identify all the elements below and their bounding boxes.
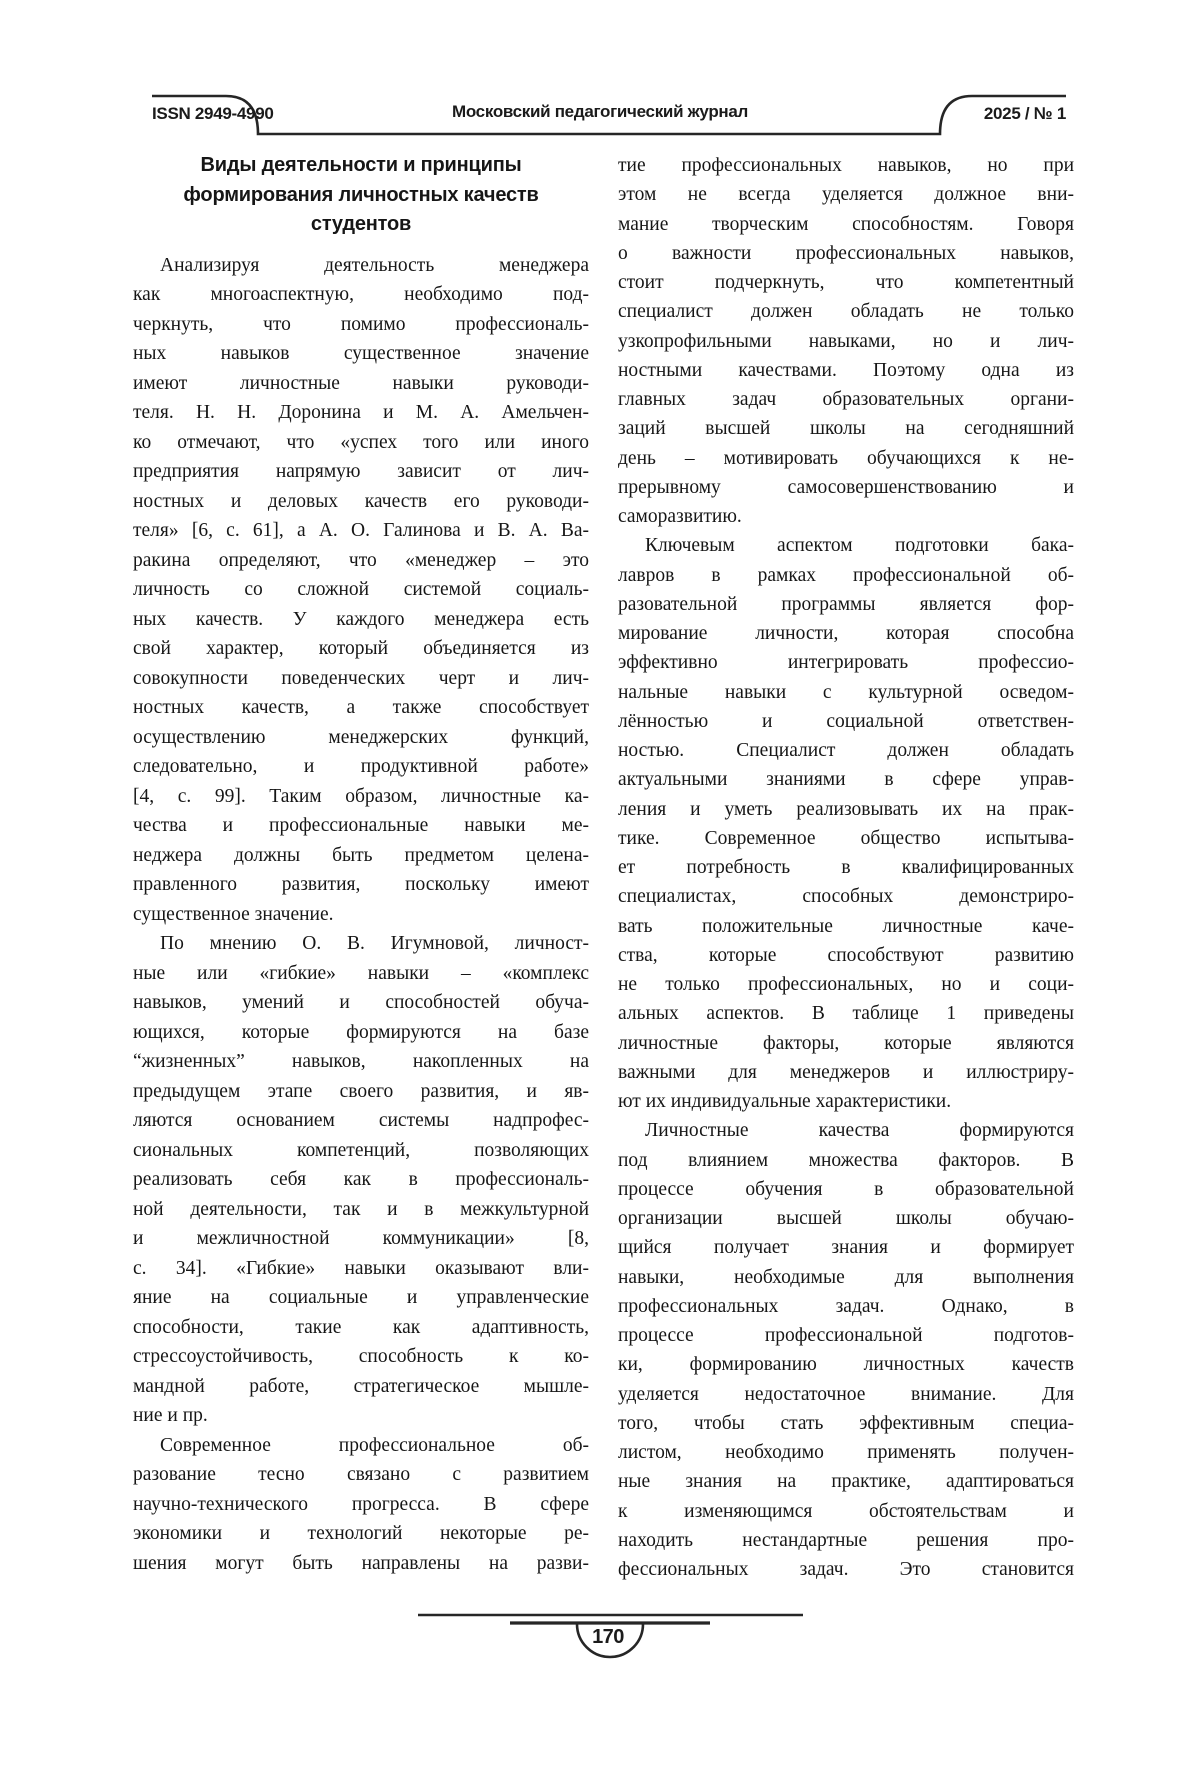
paragraph <box>133 929 589 1431</box>
text-line: не только профессиональных, но и соци- <box>618 974 1074 995</box>
header-issue: 2025 / № 1 <box>983 104 1066 123</box>
text-line: нальные навыки с культурной осведом- <box>618 681 1074 703</box>
text-line: Ключевым аспектом подготовки бака- <box>645 535 1074 557</box>
text-line: лённостью и социальной ответствен- <box>618 710 1074 732</box>
text-line: Современное профессиональное об- <box>160 1434 589 1456</box>
text-line: предыдущем этапе своего развития, и яв- <box>133 1080 589 1102</box>
text-line: тие профессиональных навыков, но при <box>618 155 1074 176</box>
text-line: и межличностной коммуникации» [8, <box>133 1228 589 1249</box>
text-line: По мнению О. В. Игумновой, личност- <box>160 933 589 954</box>
paragraph <box>618 151 1074 531</box>
text-line: ющихся, которые формируются на базе <box>133 1021 589 1043</box>
text-line: вать положительные личностные каче- <box>618 915 1074 937</box>
text-line: предприятия напрямую зависит от лич- <box>133 461 589 482</box>
text-line: правленного развития, поскольку имеют <box>133 874 589 895</box>
right-column <box>618 151 1074 1584</box>
text-line: личностные факторы, которые являются <box>618 1032 1074 1054</box>
text-line: реализовать себя как в профессиональ- <box>133 1169 589 1190</box>
text-line: ностью. Специалист должен обладать <box>618 740 1074 761</box>
text-line: имеют личностные навыки руководи- <box>133 372 589 394</box>
text-line: уделяется недостаточное внимание. Для <box>618 1383 1074 1405</box>
text-line: ракина определяют, что «менеджер – это <box>133 549 589 571</box>
text-line: главных задач образовательных органи- <box>618 389 1074 410</box>
text-line: мирование личности, которая способна <box>618 623 1074 644</box>
paragraph <box>133 1431 589 1579</box>
text-line: студентов <box>310 213 412 235</box>
text-line: ных качеств. У каждого менеджера есть <box>133 608 589 630</box>
text-line: ют их индивидуальные характеристики. <box>618 1091 952 1112</box>
text-line: теля. Н. Н. Доронина и М. А. Амельчен- <box>133 402 589 423</box>
text-line: день – мотивировать обучающихся к не- <box>618 447 1074 469</box>
text-line: Личностные качества формируются <box>645 1120 1074 1142</box>
text-line: того, чтобы стать эффективным специа- <box>618 1412 1074 1434</box>
text-line: узкопрофильными навыками, но и лич- <box>618 330 1074 352</box>
text-line: ко отмечают, что «успех того или иного <box>133 431 589 453</box>
paragraph <box>618 1116 1074 1584</box>
text-line: лавров в рамках профессиональной об- <box>618 564 1074 586</box>
text-line: фессиональных задач. Это становится <box>618 1559 1074 1580</box>
text-line: организации высшей школы обучаю- <box>618 1208 1074 1229</box>
text-line: чества и профессиональные навыки ме- <box>133 815 589 836</box>
paragraph <box>618 531 1074 1116</box>
text-line: мание творческим способностям. Говоря <box>618 213 1074 235</box>
text-line: профессиональных задач. Однако, в <box>618 1295 1074 1317</box>
text-line: о важности профессиональных навыков, <box>618 242 1074 264</box>
text-line: ностными качествами. Поэтому одна из <box>618 359 1074 381</box>
text-line: сиональных компетенций, позволяющих <box>133 1139 589 1161</box>
article-heading <box>133 151 589 240</box>
text-line: яние на социальные и управленческие <box>133 1287 589 1308</box>
text-line: научно-технического прогресса. В сфере <box>133 1493 589 1515</box>
text-line: находить нестандартные решения про- <box>618 1529 1074 1551</box>
text-line: этом не всегда уделяется должное вни- <box>618 184 1074 206</box>
text-line: процессе обучения в образовательной <box>618 1178 1074 1200</box>
text-line: следовательно, и продуктивной работе» <box>133 756 589 777</box>
text-line: прерывному самосовершенствованию и <box>618 476 1074 498</box>
text-line: ных навыков существенное значение <box>133 343 589 364</box>
text-line: ностных и деловых качеств его руководи- <box>133 490 589 512</box>
text-line: навыки, необходимые для выполнения <box>618 1266 1074 1288</box>
text-line: ления и уметь реализовывать их на прак- <box>618 798 1074 820</box>
text-line: листом, необходимо применять получен- <box>618 1442 1074 1463</box>
text-line: стоит подчеркнуть, что компетентный <box>618 272 1074 293</box>
text-line: с. 34]. «Гибкие» навыки оказывают вли- <box>133 1257 589 1279</box>
text-line: альных аспектов. В таблице 1 приведены <box>618 1003 1074 1025</box>
text-line: процессе профессиональной подготов- <box>618 1325 1074 1346</box>
text-line: специалист должен обладать не только <box>618 301 1074 323</box>
text-line: эффективно интегрировать профессио- <box>618 652 1074 674</box>
text-line: Виды деятельности и принципы <box>200 154 522 176</box>
text-line: разовательной программы является фор- <box>618 593 1074 615</box>
text-line: ные знания на практике, адаптироваться <box>618 1471 1074 1493</box>
text-line: разование тесно связано с развитием <box>133 1464 589 1485</box>
text-line: ляются основанием системы надпрофес- <box>133 1110 589 1131</box>
text-line: ет потребность в квалифицированных <box>618 857 1074 878</box>
text-line: теля» [6, с. 61], а А. О. Галинова и В. А. Ва- <box>133 520 589 541</box>
text-line: неджера должны быть предметом целена- <box>133 844 589 866</box>
text-line: экономики и технологий некоторые ре- <box>133 1523 589 1544</box>
text-line: ства, которые способствуют развитию <box>618 944 1074 966</box>
left-column <box>133 151 589 1578</box>
text-line: ние и пр. <box>133 1405 208 1426</box>
text-line: [4, с. 99]. Таким образом, личностные ка- <box>133 785 589 807</box>
text-line: “жизненных” навыков, накопленных на <box>133 1051 589 1072</box>
text-line: существенное значение. <box>133 903 334 925</box>
text-line: к изменяющимся обстоятельствам и <box>618 1500 1074 1522</box>
text-line: заций высшей школы на сегодняшний <box>618 418 1074 440</box>
text-line: ной деятельности, так и в межкультурной <box>133 1198 589 1220</box>
text-line: под влиянием множества факторов. В <box>618 1149 1074 1171</box>
text-line: как многоаспектную, необходимо под- <box>133 284 589 305</box>
text-line: мандной работе, стратегическое мышле- <box>133 1375 589 1397</box>
text-line: совокупности поведенческих черт и лич- <box>133 667 589 689</box>
text-line: личность со сложной системой социаль- <box>133 579 589 600</box>
text-line: свой характер, который объединяется из <box>133 638 589 659</box>
header-issn: ISSN 2949-4990 <box>152 104 274 123</box>
text-line: шения могут быть направлены на разви- <box>133 1552 589 1574</box>
text-line: формирования личностных качеств <box>183 183 539 206</box>
text-line: Анализируя деятельность менеджера <box>160 254 589 276</box>
text-line: навыков, умений и способностей обуча- <box>133 992 589 1013</box>
text-line: стрессоустойчивость, способность к ко- <box>133 1346 589 1367</box>
text-line: специалистах, способных демонстриро- <box>618 886 1074 908</box>
text-line: саморазвитию. <box>618 506 742 527</box>
text-line: способности, такие как адаптивность, <box>133 1316 589 1338</box>
text-line: осуществлению менеджерских функций, <box>133 726 589 748</box>
page-number: 170 <box>592 1626 624 1648</box>
text-line: ностных качеств, а также способствует <box>133 697 589 718</box>
text-line: тике. Современное общество испытыва- <box>618 827 1074 849</box>
header-journal-title: Московский педагогический журнал <box>451 102 749 121</box>
text-line: черкнуть, что помимо профессиональ- <box>133 313 589 335</box>
text-line: ки, формированию личностных качеств <box>618 1354 1074 1376</box>
text-line: важными для менеджеров и иллюстриру- <box>618 1061 1074 1083</box>
header-rule <box>0 0 1200 160</box>
text-line: ные или «гибкие» навыки – «комплекс <box>133 962 589 984</box>
text-line: актуальными знаниями в сфере управ- <box>618 769 1074 791</box>
paragraph <box>133 251 589 930</box>
text-line: щийся получает знания и формирует <box>618 1237 1074 1259</box>
